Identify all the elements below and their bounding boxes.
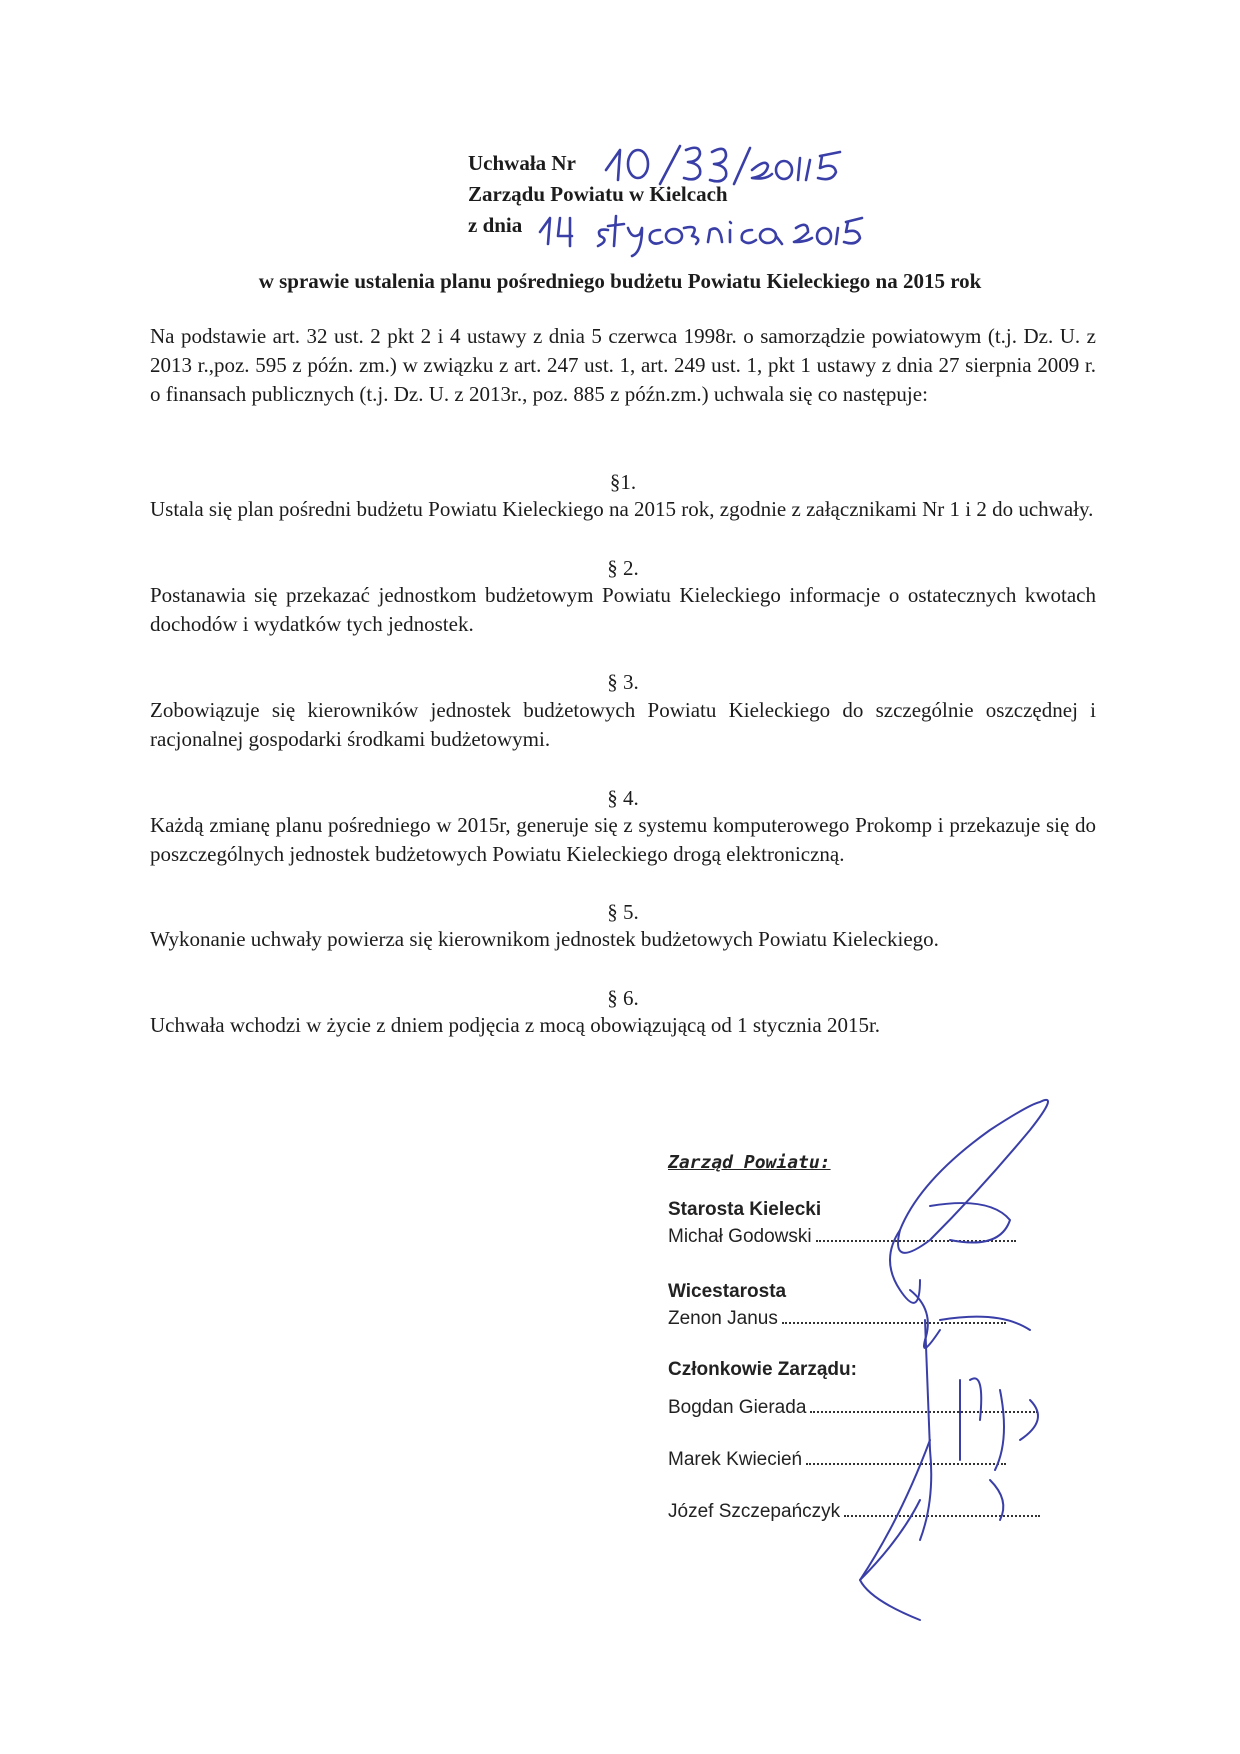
- resolution-label: Uchwała Nr: [468, 151, 576, 175]
- section-2-heading: § 2.: [607, 556, 639, 580]
- member-name: Bogdan Gierada: [668, 1397, 807, 1418]
- member-name: Józef Szczepańczyk: [668, 1501, 841, 1522]
- resolution-subject: w sprawie ustalenia planu pośredniego budżetu Powiatu Kieleckiego na 2015 rok: [258, 269, 982, 293]
- section-3-text: Zobowiązuje się kierowników jednostek budżetowych Powiatu Kieleckiego do szczególnie oszczędnej i racjonalnej gospodarki środkami budżetowymi.: [150, 698, 1096, 751]
- member-name: Marek Kwiecień: [668, 1449, 803, 1470]
- board-name: Zarządu Powiatu w Kielcach: [468, 182, 728, 206]
- section-4-heading: § 4.: [607, 786, 639, 810]
- members-role: Członkowie Zarządu:: [668, 1359, 857, 1380]
- section-2-text: Postanawia się przekazać jednostkom budżetowym Powiatu Kieleckiego informacje o ostatecznych kwotach dochodów i wydatków tych jednostek.: [150, 583, 1096, 636]
- section-5-text: Wykonanie uchwały powierza się kierownikom jednostek budżetowych Powiatu Kieleckiego.: [150, 927, 939, 951]
- section-5-heading: § 5.: [607, 900, 639, 924]
- section-4-text: Każdą zmianę planu pośredniego w 2015r, generuje się z systemu komputerowego Prokomp i przekazuje się do poszczególnych jednostek budżetowych Powiatu Kieleckiego drogą elektroniczną.: [150, 813, 1096, 866]
- section-1-heading: §1.: [609, 470, 637, 494]
- date-label: z dnia: [468, 213, 523, 237]
- starosta-name: Michał Godowski: [668, 1226, 812, 1247]
- preamble-text: Na podstawie art. 32 ust. 2 pkt 2 i 4 ustawy z dnia 5 czerwca 1998r. o samorządzie powiatowym (t.j. Dz. U. z 2013 r.,poz. 595 z późn. zm.) w związku z art. 247 ust. 1, art. 249 ust. 1, pkt 1 ustawy z dnia 27 sierpnia 2009 r. o finansach publicznych (t.j. Dz. U. z 2013r., poz. 885 z późn.zm.) uchwala się co następuje:: [150, 324, 1096, 406]
- wicestarosta-role: Wicestarosta: [668, 1281, 787, 1302]
- wicestarosta-name: Zenon Janus: [668, 1308, 778, 1329]
- board-signature-title: Zarząd Powiatu:: [668, 1152, 831, 1173]
- section-3-heading: § 3.: [607, 670, 639, 694]
- section-1-text: Ustala się plan pośredni budżetu Powiatu Kieleckiego na 2015 rok, zgodnie z załącznikami Nr 1 i 2 do uchwały.: [150, 497, 1094, 521]
- section-6-heading: § 6.: [607, 986, 639, 1010]
- section-6-text: Uchwała wchodzi w życie z dniem podjęcia z mocą obowiązującą od 1 stycznia 2015r.: [150, 1013, 881, 1037]
- starosta-role: Starosta Kielecki: [668, 1199, 822, 1220]
